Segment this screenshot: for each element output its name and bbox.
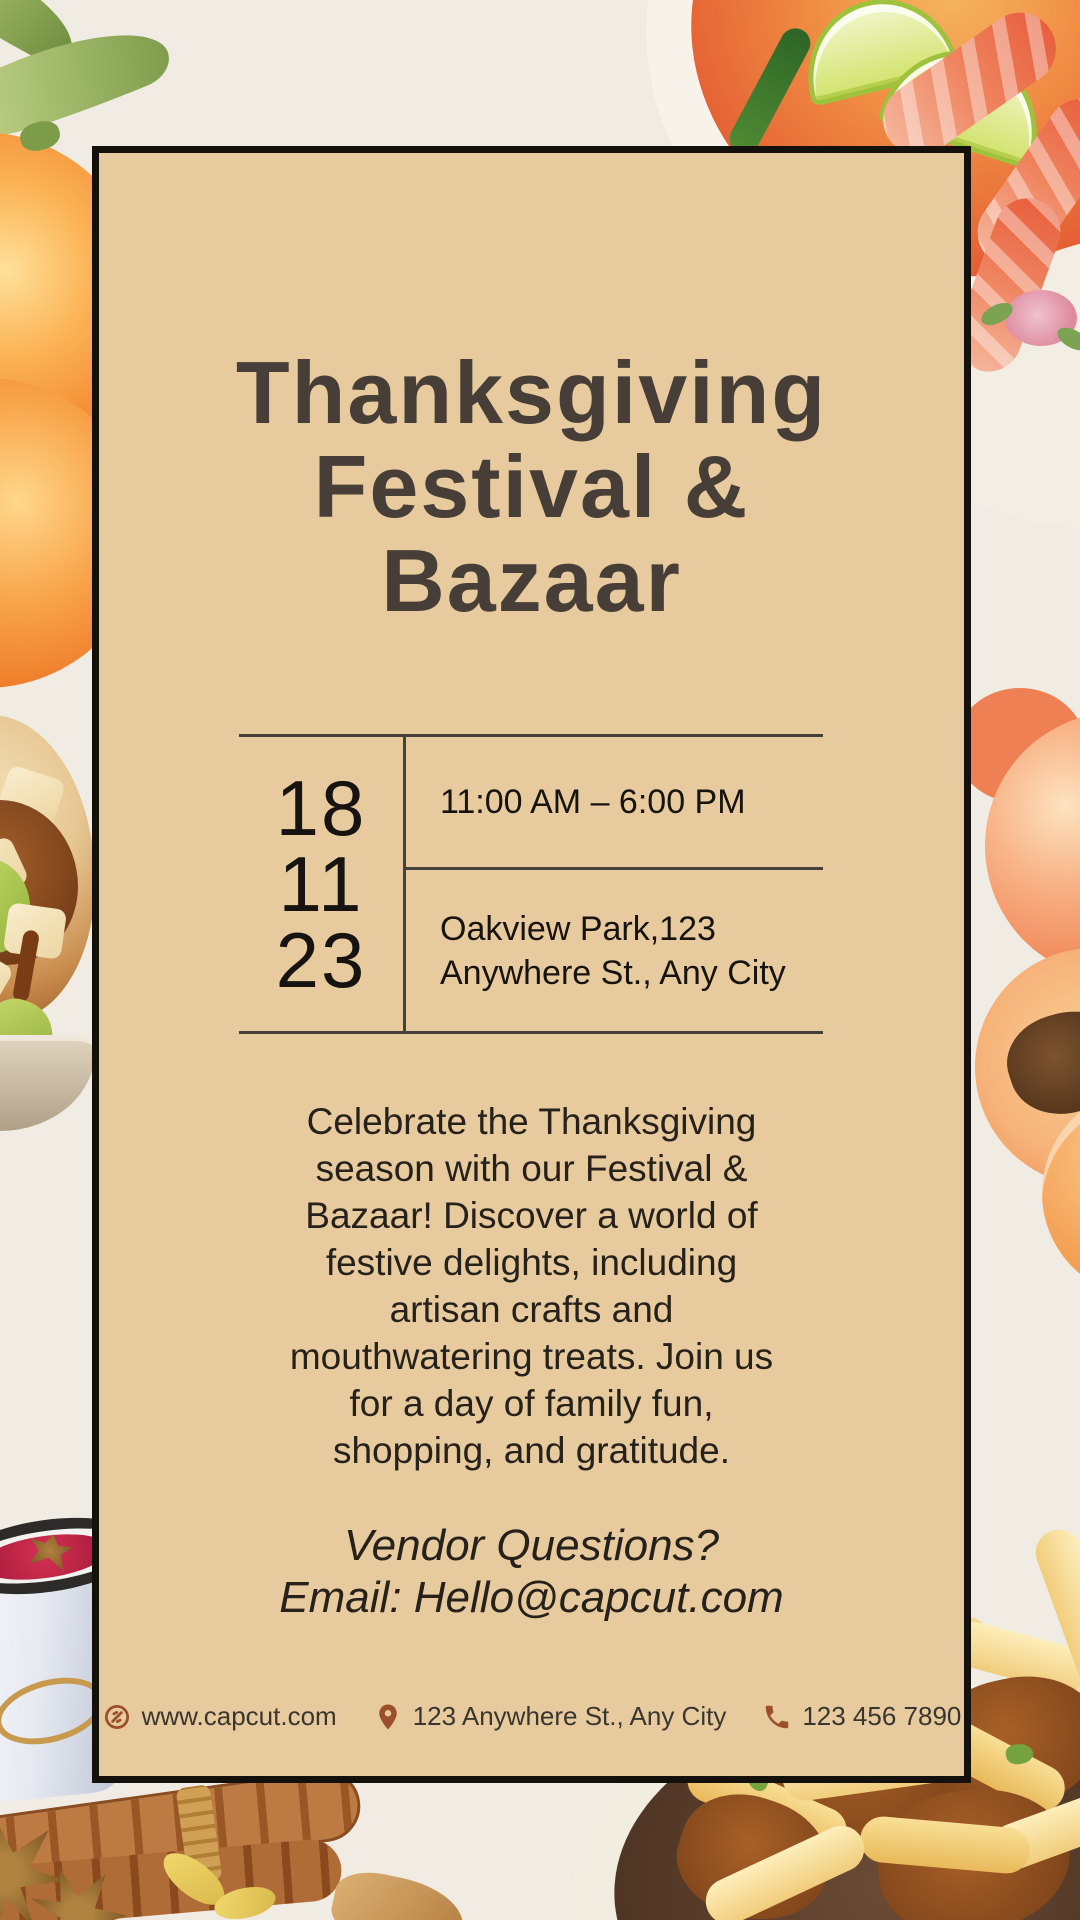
event-info-table (239, 734, 823, 1034)
event-location-line: Oakview Park,123 (440, 909, 716, 948)
footer-website-item (102, 1701, 337, 1732)
event-date (239, 737, 406, 1031)
date-month: 11 (278, 840, 364, 928)
description-line: Bazaar! Discover a world of (305, 1195, 758, 1236)
description-line: shopping, and gratitude. (332, 1430, 730, 1471)
date-year: 23 (275, 916, 367, 1004)
phone-icon (762, 1702, 792, 1732)
description-line: for a day of family fun, (349, 1383, 714, 1424)
title-line: Thanksgiving (235, 343, 828, 442)
description-line: mouthwatering treats. Join us (289, 1336, 774, 1377)
date-day: 18 (275, 764, 367, 852)
event-time: 11:00 AM – 6:00 PM (440, 782, 746, 821)
link-icon (102, 1702, 132, 1732)
ginger-root-shape (326, 1865, 470, 1920)
title-line: Festival & (313, 437, 750, 536)
contact-footer (102, 1701, 962, 1732)
event-details-column (406, 737, 823, 1031)
description-line: Celebrate the Thanksgiving (306, 1101, 757, 1142)
invitation-panel (92, 146, 971, 1783)
footer-website: www.capcut.com (141, 1701, 337, 1731)
vendor-question-line: Vendor Questions? (343, 1521, 720, 1570)
footer-address: 123 Anywhere St., Any City (412, 1701, 727, 1731)
footer-phone-item (762, 1701, 961, 1732)
description-line: artisan crafts and (389, 1289, 674, 1330)
vendor-contact (279, 1520, 783, 1624)
event-time-row (406, 737, 823, 870)
event-location-line: Anywhere St., Any City (440, 953, 786, 992)
description-line: festive delights, including (325, 1242, 738, 1283)
footer-phone: 123 456 7890 (802, 1701, 962, 1731)
bowl-bottom-shape (0, 1035, 95, 1131)
event-description (290, 1098, 773, 1474)
description-line: season with our Festival & (315, 1148, 748, 1189)
poster-title (235, 343, 828, 630)
location-pin-icon (373, 1702, 403, 1732)
vendor-email-line: Email: Hello@capcut.com (279, 1573, 784, 1622)
footer-address-item (373, 1701, 727, 1732)
title-line: Bazaar (381, 531, 682, 630)
event-location-row (406, 870, 823, 1031)
